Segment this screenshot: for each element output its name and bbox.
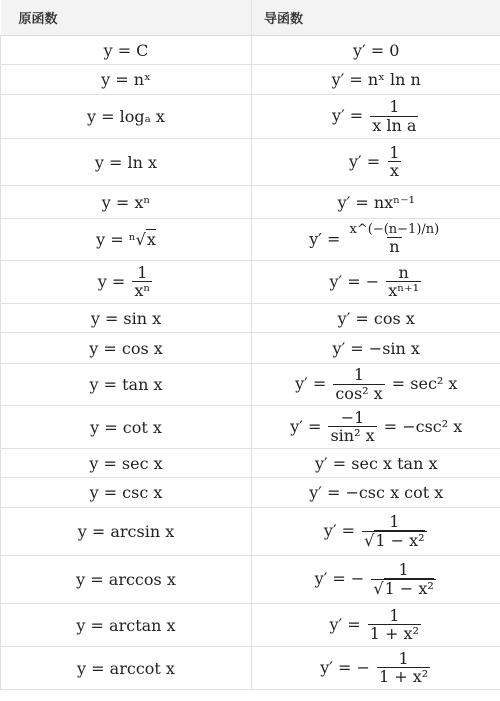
derivative-cell	[252, 65, 500, 95]
original-prefix: y =	[96, 230, 124, 249]
table-row	[1, 65, 500, 95]
fraction-numerator: 1	[137, 262, 148, 282]
table-row	[1, 139, 500, 186]
derivative-cell	[252, 333, 500, 364]
original-function-cell: y = ln x	[1, 139, 252, 186]
derivative-prefix: y′ = −	[320, 657, 370, 677]
original-function-cell	[1, 219, 252, 261]
radicand: x	[146, 230, 156, 249]
table-row	[1, 406, 500, 449]
original-function-cell: y = arctan x	[1, 604, 252, 647]
derivative-prefix: y′ =	[295, 373, 327, 393]
table-row	[1, 449, 500, 478]
fraction-numerator: 1	[389, 142, 400, 162]
derivative-prefix: y′ =	[290, 416, 322, 436]
fraction	[328, 409, 376, 446]
derivative-text: y′ = nxⁿ⁻¹	[337, 192, 415, 212]
fraction	[132, 264, 152, 301]
derivative-cell	[252, 139, 500, 186]
derivative-prefix: y′ =	[329, 614, 361, 634]
table-row	[1, 186, 500, 219]
fraction-denominator: 1 + x²	[369, 624, 419, 644]
table-row	[1, 604, 500, 647]
derivative-cell	[252, 364, 500, 406]
derivative-cell	[252, 219, 500, 261]
original-function-cell: y = sin x	[1, 304, 252, 333]
derivative-text: y′ = −csc x cot x	[309, 483, 444, 502]
derivative-cell	[252, 556, 500, 604]
fraction	[377, 650, 430, 687]
derivative-prefix: y′ = −	[314, 568, 365, 588]
table-row	[1, 333, 500, 364]
table-row	[1, 304, 500, 333]
table-row	[1, 478, 500, 508]
original-function-cell: y = sec x	[1, 449, 252, 478]
fraction-numerator: 1	[353, 365, 365, 384]
original-function-cell: y = arccot x	[1, 647, 252, 690]
table-row	[1, 647, 500, 690]
derivative-prefix: y′ =	[323, 520, 356, 540]
derivative-text: y′ = nˣ ln n	[331, 70, 421, 89]
original-function-cell: y = C	[1, 36, 252, 65]
fraction	[387, 144, 401, 181]
fraction	[371, 561, 435, 598]
fraction-numerator: 1	[389, 512, 400, 531]
fraction-denominator: 1 + x²	[379, 667, 429, 687]
table-row	[1, 36, 500, 65]
derivative-cell	[252, 406, 500, 449]
fraction	[348, 223, 442, 257]
derivative-suffix: = sec² x	[391, 373, 458, 393]
fraction	[370, 98, 418, 135]
derivative-suffix: = −csc² x	[383, 416, 463, 436]
derivative-text: y′ = −sin x	[332, 338, 420, 358]
derivative-text: y′ = sec x tan x	[315, 453, 438, 473]
fraction-denominator: x ln a	[372, 115, 417, 135]
original-function-cell: y = arccos x	[1, 556, 252, 604]
table-row	[1, 556, 500, 604]
table-row	[1, 364, 500, 406]
derivative-cell	[252, 186, 500, 219]
fraction-denominator: cos² x	[335, 383, 383, 403]
radical-sign: ⁿ√	[128, 230, 146, 249]
original-function-cell: y = tan x	[1, 364, 252, 406]
fraction-numerator: n	[398, 262, 409, 282]
radical-sign: √	[373, 578, 384, 598]
derivative-cell	[252, 478, 500, 508]
fraction-denominator: xⁿ⁺¹	[388, 281, 420, 301]
table-row	[1, 219, 500, 261]
derivative-cell	[252, 508, 500, 556]
radicand: 1 − x²	[384, 578, 434, 598]
radical-sign: √	[364, 530, 375, 550]
fraction	[362, 513, 426, 550]
table-header-row	[1, 0, 500, 36]
fraction-numerator: 1	[389, 605, 400, 625]
table-row	[1, 95, 500, 139]
fraction-numerator: x^(−(n−1)/n)	[349, 221, 440, 237]
fraction-numerator: 1	[398, 648, 409, 668]
derivative-cell	[252, 449, 500, 478]
fraction-denominator: sin² x	[330, 426, 375, 446]
fraction	[333, 366, 384, 403]
radicand: 1 − x²	[375, 530, 425, 550]
fraction-denominator	[362, 531, 426, 550]
original-function-cell: y = arcsin x	[1, 508, 252, 556]
fraction-denominator: xⁿ	[134, 281, 151, 301]
original-function-cell	[1, 261, 252, 304]
derivative-prefix: y′ =	[332, 105, 364, 125]
fraction-denominator: n	[389, 236, 400, 256]
derivative-prefix: y′ =	[309, 229, 341, 248]
derivative-cell	[252, 604, 500, 647]
derivative-cell	[252, 36, 500, 65]
original-function-cell: y = csc x	[1, 478, 252, 508]
fraction-numerator: 1	[389, 97, 400, 116]
header-derivative: 导函数	[252, 0, 500, 36]
original-function-cell: y = xⁿ	[1, 186, 252, 219]
derivative-prefix: y′ = −	[329, 271, 380, 291]
original-function-cell: y = logₐ x	[1, 95, 252, 139]
original-function-cell: y = cot x	[1, 406, 252, 449]
original-prefix: y =	[97, 271, 126, 291]
derivative-cell	[252, 647, 500, 690]
derivative-cell	[252, 261, 500, 304]
table-row	[1, 508, 500, 556]
derivative-cell	[252, 304, 500, 333]
original-function-cell: y = cos x	[1, 333, 252, 364]
original-function-cell: y = nˣ	[1, 65, 252, 95]
derivative-text: y′ = cos x	[337, 308, 415, 328]
fraction-denominator	[371, 579, 435, 598]
fraction-numerator: 1	[398, 560, 409, 579]
header-original-function: 原函数	[1, 0, 252, 36]
fraction	[386, 264, 421, 301]
table-row	[1, 261, 500, 304]
derivative-prefix: y′ =	[349, 151, 381, 171]
fraction-numerator: −1	[340, 407, 365, 427]
fraction	[368, 607, 421, 644]
derivative-cell	[252, 95, 500, 139]
fraction-denominator: x	[389, 161, 399, 181]
derivative-text: y′ = 0	[353, 40, 400, 60]
